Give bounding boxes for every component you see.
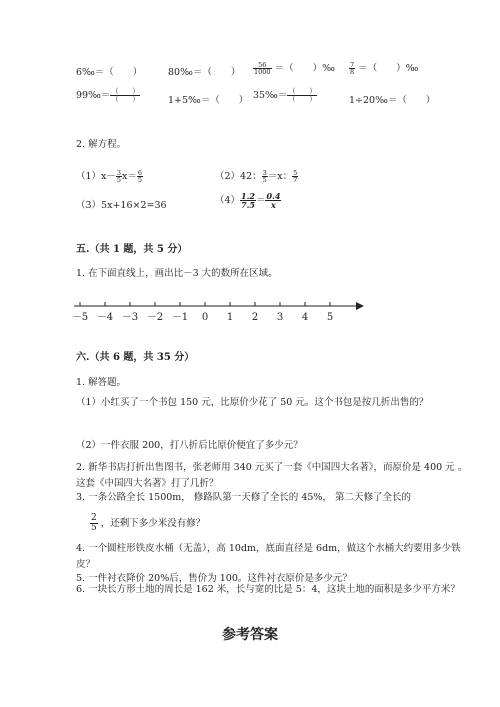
calc-item-3: $\frac{56}{1000}$ ＝（ ）‰ (254, 60, 335, 76)
fraction: $\frac{3}{5}$ (116, 168, 122, 184)
fraction: $\frac{( )}{( )}$ (111, 87, 140, 103)
number-line (68, 296, 368, 330)
fraction: $\frac{( )}{( )}$ (288, 87, 317, 103)
number-line-tick-label: －3 (121, 312, 139, 323)
question-1-2: （2）一件衣服 200，打八折后比原价便宜了多少元？ (76, 440, 303, 451)
equation-4: （4） $\frac{1.2}{7.5}$ ＝ $\frac{0.4}{x}$ (215, 191, 281, 210)
number-line-tick-label: 3 (276, 312, 284, 323)
answer-title: 参考答案 (222, 627, 278, 643)
question-6: 6. 一块长方形土地的周长是 162 米，长与宽的比是 5：4，这块土地的面积是多少平方米？ (76, 584, 460, 595)
number-line-ticks (72, 302, 333, 323)
equation-3: （3）5x+16×2=36 (76, 200, 167, 211)
number-line-tick-label: －2 (146, 312, 164, 323)
equation-1: （1）x－ $\frac{3}{5}$ x＝ $\frac{6}{5}$ (76, 168, 143, 184)
calc-item-4: $\frac{7}{8}$ ＝（ ）‰ (350, 60, 419, 76)
equation-2: （2）42： $\frac{3}{5}$ ＝x： $\frac{5}{7}$ (215, 168, 298, 184)
number-line-tick-label: －1 (171, 312, 189, 323)
calc-item-1: 6‰＝（ ） (76, 67, 143, 78)
equations-label: 2. 解方程。 (76, 139, 127, 150)
fraction: $\frac{3}{5}$ (262, 168, 267, 184)
calc-item-6: 1+5‰＝（ ） (168, 95, 249, 106)
calc-item-8: 1÷20‰＝（ ） (349, 95, 436, 106)
question-1-1: （1）小红买了一个书包 150 元，比原价少花了 50 元。这个书包是按几折出售的？ (76, 397, 429, 408)
number-line-tick-label: 4 (301, 312, 309, 323)
question-4: 4. 一个圆柱形铁皮水桶（无盖），高 10dm，底面直径是 6dm，做这个水桶大约要用多少铁皮？ (76, 543, 461, 570)
number-line-tick-label: 5 (326, 312, 334, 323)
calc-item-7: 35‰＝ $\frac{( )}{( )}$ (253, 87, 317, 103)
number-line-tick-label: －4 (96, 312, 114, 323)
question-5: 5. 一件衬衣降价 20%后，售价为 100。这件衬衣原价是多少元？ (76, 573, 352, 584)
fraction: $\frac{7}{8}$ (350, 60, 355, 76)
fraction: $\frac{0.4}{x}$ (266, 191, 281, 210)
fraction: $\frac{6}{5}$ (137, 168, 143, 184)
calc-item-5: 99‰＝ $\frac{( )}{( )}$ (76, 87, 140, 103)
section-5-question: 1. 在下面直线上，画出比－3 大的数所在区域。 (76, 268, 278, 279)
number-line-tick-label: －5 (71, 312, 89, 323)
arrow-icon (356, 302, 364, 310)
number-line-tick-label: 0 (201, 312, 209, 323)
fraction: $\frac{5}{7}$ (293, 168, 298, 184)
fraction: $\frac{56}{1000}$ (254, 60, 271, 76)
section-6-heading: 六.（共 6 题，共 35 分） (76, 352, 195, 363)
question-3: 3. 一条公路全长 1500m， 修路队第一天修了全长的 45%， 第二天修了全长的 (76, 492, 411, 503)
question-3-cont: $\frac{2}{5}$ ，还剩下多少米没有修？ (91, 513, 206, 533)
question-1: 1. 解答题。 (76, 377, 127, 388)
fraction: $\frac{1.2}{7.5}$ (241, 191, 255, 210)
question-2: 2. 新华书店打折出售图书，张老师用 340 元买了一套《中国四大名著》，而原价是 400 元 。这套《中国四大名著》打了几折？ (76, 462, 468, 489)
number-line-tick-label: 2 (251, 312, 259, 323)
fraction: $\frac{2}{5}$ (91, 513, 97, 533)
section-5-heading: 五.（共 1 题，共 5 分） (76, 244, 188, 255)
number-line-tick-label: 1 (226, 312, 234, 323)
calc-item-2: 80‰＝（ ） (168, 67, 241, 78)
